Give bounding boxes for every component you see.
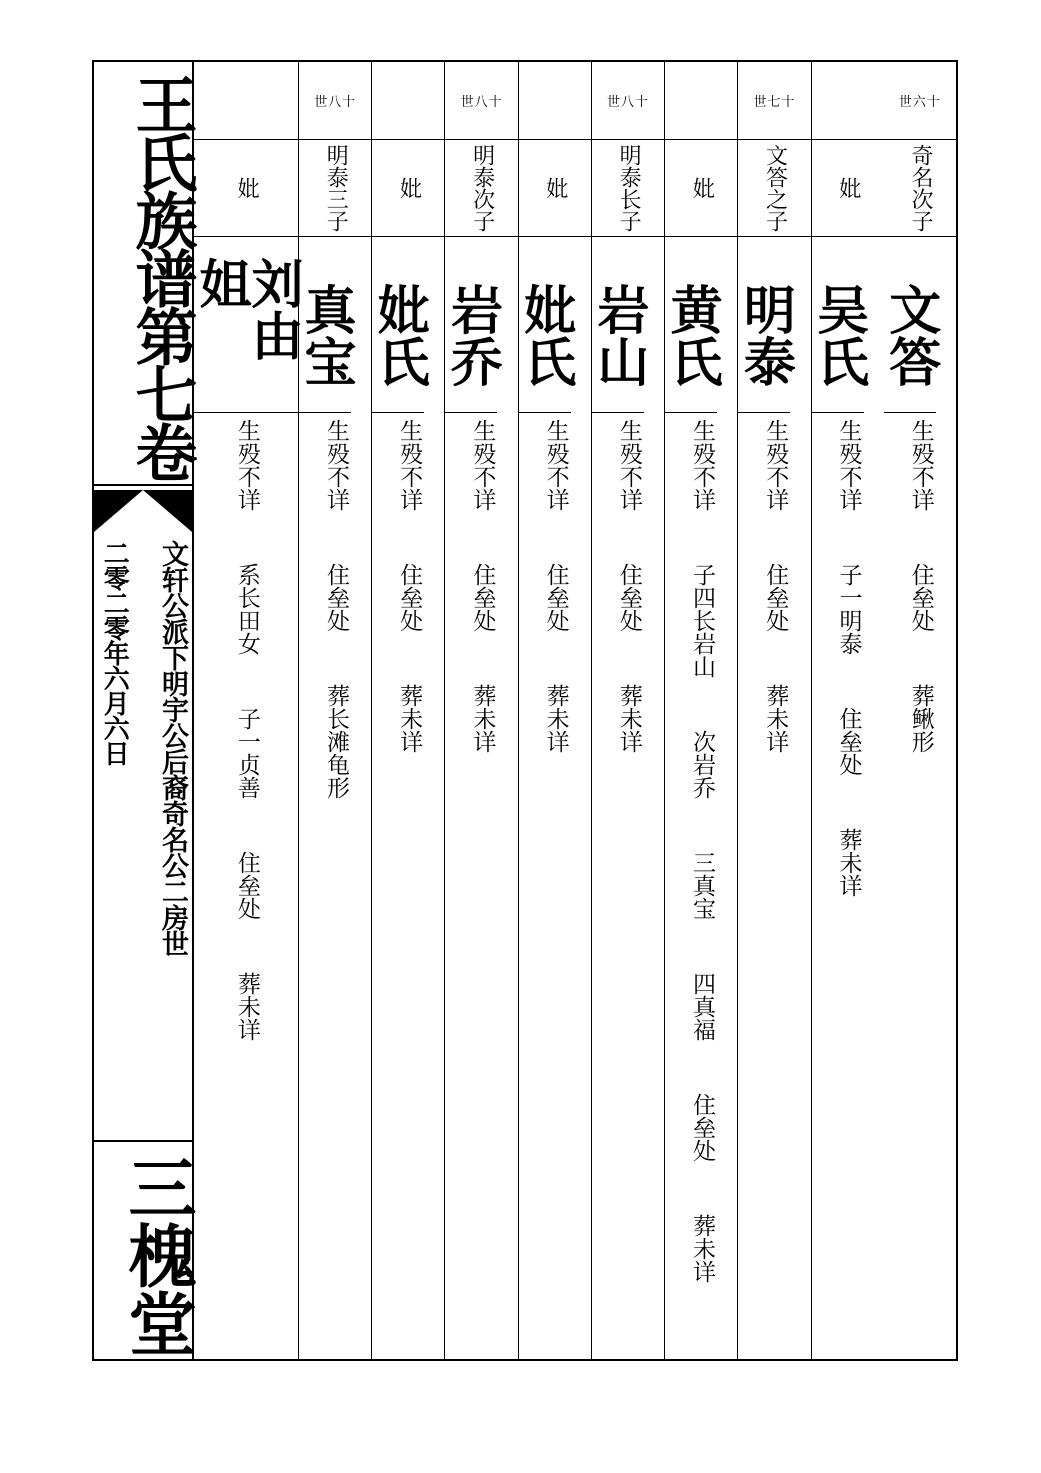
relation-label: 妣 [542,177,568,199]
biography: 生殁不详 住垒处 葬未详 [542,419,569,753]
biography: 生殁不详 系长田女 子一贞善 住垒处 葬未详 [233,419,260,1041]
relation-label: 明泰三子 [323,144,349,232]
generation-label: 世八十 [445,62,517,140]
record-column [441,62,517,1359]
record-grid [190,62,956,1359]
record-column [734,62,810,1359]
person-name: 妣氏 [372,237,424,413]
biography: 生殁不详 子一明泰 住垒处 葬未详 [835,419,862,897]
generation-label [194,62,298,140]
relation-label: 妣 [689,177,715,199]
record-column [514,62,591,1359]
record-column [661,62,737,1359]
book-title: 王氏族谱第七卷 [94,62,192,486]
title-band [94,62,198,1359]
relation-label: 妣 [234,177,260,199]
biography: 生殁不详 住垒处 葬未详 [762,419,789,753]
person-name: 文答 [884,237,936,413]
relation-label: 文答之子 [762,144,788,232]
record-column [879,62,956,1359]
generation-label: 世八十 [299,62,371,140]
record-column [190,62,304,1359]
branch-lineage: 文轩公派下明宇公后裔奇名公二房世 [157,540,188,956]
record-column [587,62,664,1359]
relation-label: 妣 [396,177,422,199]
generation-label [372,62,444,140]
biography: 生殁不详 住垒处 葬鳅形 [907,419,934,753]
person-name: 妣氏 [519,237,571,413]
biography: 生殁不详 住垒处 葬未详 [615,419,642,753]
person-name: 明泰 [738,237,790,413]
biography: 生殁不详 住垒处 葬未详 [469,419,496,753]
record-column [807,62,884,1359]
record-column [368,62,444,1359]
record-column [295,62,371,1359]
relation-label: 明泰长子 [616,144,642,232]
biography: 生殁不详 住垒处 葬长滩龟形 [322,419,349,799]
person-name: 岩山 [592,237,644,413]
biography: 生殁不详 住垒处 葬未详 [396,419,423,753]
person-name: 刘由姐 [194,237,298,413]
generation-label [519,62,591,140]
generation-label [665,62,737,140]
generation-label: 世八十 [592,62,664,140]
compile-date: 二零二零年六月六日 [99,540,130,765]
genealogy-page [92,60,958,1361]
person-name: 黄氏 [665,237,717,413]
generation-label [812,62,884,140]
person-name: 吴氏 [812,237,864,413]
generation-label: 世七十 [738,62,810,140]
biography: 生殁不详 子四长岩山 次岩乔 三真宝 四真福 住垒处 葬未详 [689,419,716,1283]
relation-label: 明泰次子 [469,144,495,232]
person-name: 真宝 [299,237,351,413]
relation-label: 奇名次子 [907,144,933,232]
generation-label: 世六十 [884,62,956,140]
person-name: 岩乔 [445,237,497,413]
hall-name: 三槐堂 [94,1140,192,1359]
relation-label: 妣 [835,177,861,199]
